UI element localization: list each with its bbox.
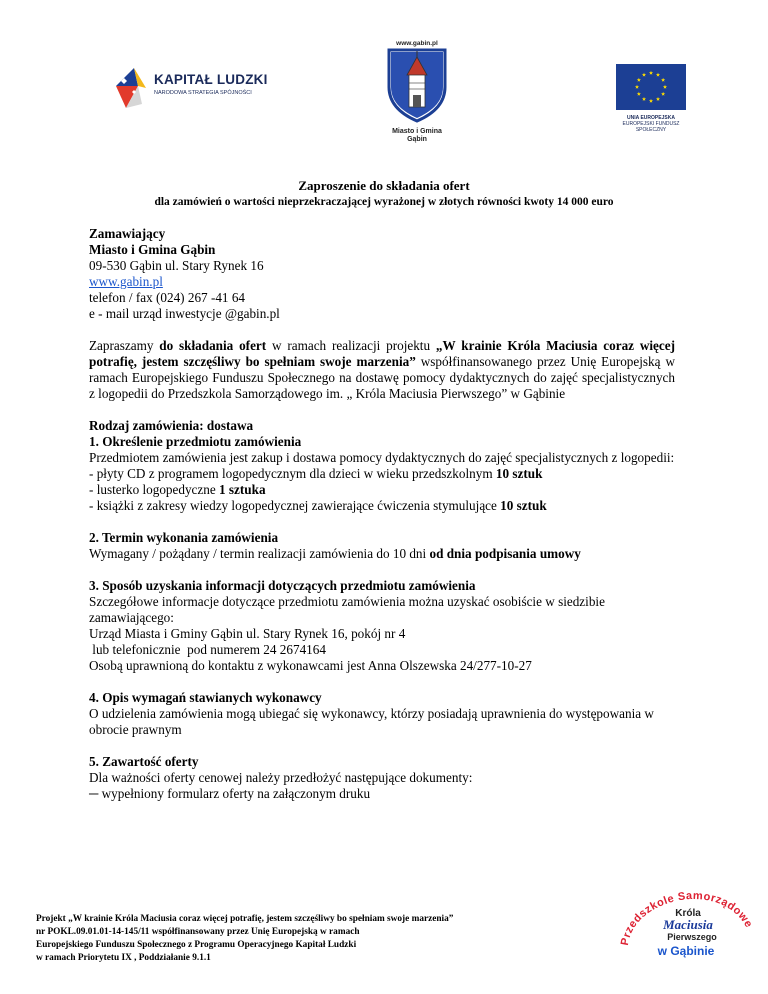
section-5-text: Dla ważności oferty cenowej należy przedłożyć następujące dokumenty:: [89, 770, 473, 785]
intro-text-2: w ramach realizacji projektu: [266, 338, 436, 353]
section-4-heading: 4. Opis wymagań stawianych wykonawcy: [89, 690, 322, 705]
kindergarten-line4: w Gąbinie: [657, 944, 715, 958]
section-5-heading: 5. Zawartość oferty: [89, 754, 199, 769]
kapital-ludzki-title: KAPITAŁ LUDZKI: [154, 72, 268, 87]
kapital-ludzki-logo: [112, 64, 282, 110]
kindergarten-logo: [610, 876, 760, 960]
gabin-crest-logo: [375, 40, 459, 152]
contracting-email: e - mail urząd inwestycje @gabin.pl: [89, 306, 280, 321]
footer: [36, 913, 636, 965]
section-1-desc: Przedmiotem zamówienia jest zakup i dostawa pomocy dydaktycznych do zajęć specjalistycznych z logopedii:: [89, 450, 675, 465]
contracting-address: 09-530 Gąbin ul. Stary Rynek 16: [89, 258, 264, 273]
kindergarten-line2: Maciusia: [663, 917, 713, 932]
item-text: - książki z zakresy wiedzy logopedycznej zawierające ćwiczenia stymulujące: [89, 498, 501, 513]
coat-of-arms-icon: [385, 47, 449, 123]
crest-url: www.gabin.pl: [396, 40, 438, 47]
item-text: - lusterko logopedyczne: [89, 482, 220, 497]
section-3-p4: Osobą uprawnioną do kontaktu z wykonawcami jest Anna Olszewska 24/277-10-27: [89, 658, 532, 673]
document-subtitle: dla zamówień o wartości nieprzekraczającej wyrażonej w złotych równości kwoty 14 000 euro: [154, 196, 614, 208]
section-2-heading: 2. Termin wykonania zamówienia: [89, 530, 279, 545]
footer-line-2: nr POKL.09.01.01-14-145/11 współfinansowany przez Unię Europejską w ramach: [36, 927, 360, 937]
eu-flag-icon: [616, 64, 686, 110]
item-qty: 10 sztuk: [495, 466, 543, 481]
list-item: [89, 498, 675, 514]
intro-text-3: współfinansowanego przez Unię Europejską w ramach Europejskiego Funduszu Społecznego na dostawę pomocy dydaktycznych do zajęć specjalistycznych z logopedii do Przedszkola Samorządowego im. „ Króla Maciusia Pierwszego” w Gąbinie: [89, 354, 675, 401]
intro-bold-1: do składania ofert: [159, 338, 267, 353]
project-name: „W krainie Króla Maciusia coraz więcej potrafię, jestem szczęśliwy bo spełniam swoje marzenia”: [89, 338, 675, 369]
section-3-p3: lub telefonicznie pod numerem 24 2674164: [89, 642, 326, 657]
kindergarten-logo-icon: [610, 876, 760, 960]
item-text: - płyty CD z programem logopedycznym dla dzieci w wieku przedszkolnym: [89, 466, 496, 481]
eu-logo: [614, 64, 688, 148]
footer-line-4: w ramach Priorytetu IX , Poddziałanie 9.1.1: [36, 953, 211, 963]
contracting-heading: Zamawiający: [89, 226, 166, 241]
list-item: [89, 482, 675, 498]
document-body: [89, 226, 675, 802]
eu-caption-line1: UNIA EUROPEJSKA: [627, 115, 675, 121]
section-1-heading: 1. Określenie przedmiotu zamówienia: [89, 434, 302, 449]
deadline-bold: od dnia podpisania umowy: [429, 546, 581, 561]
section-3-heading: 3. Sposób uzyskania informacji dotyczących przedmiotu zamówienia: [89, 578, 476, 593]
crest-caption-line1: Miasto i Gmina: [392, 128, 442, 135]
kindergarten-line1: Króla: [675, 908, 701, 919]
order-type: Rodzaj zamówienia: dostawa: [89, 418, 254, 433]
eu-caption-line2: EUROPEJSKI FUNDUSZ: [622, 121, 680, 127]
contracting-phone: telefon / fax (024) 267 -41 64: [89, 290, 246, 305]
website-link[interactable]: www.gabin.pl: [89, 274, 163, 289]
intro-paragraph: [89, 338, 675, 402]
deadline-text: Wymagany / pożądany / termin realizacji zamówienia do 10 dni: [89, 546, 430, 561]
section-3-p1: Szczegółowe informacje dotyczące przedmiotu zamówienia można uzyskać osobiście w siedzibie zamawiającego:: [89, 594, 605, 625]
section-5-item: ─ wypełniony formularz oferty na załączonym druku: [89, 786, 371, 801]
kindergarten-arc-text: Przedszkole Samorządowe: [618, 889, 755, 947]
footer-line-3: Europejskiego Funduszu Społecznego z Programu Operacyjnego Kapitał Ludzki: [36, 940, 357, 950]
document-title: Zaproszenie do składania ofert: [298, 178, 470, 193]
section-2-text: [89, 546, 675, 562]
item-qty: 1 sztuka: [219, 482, 266, 497]
intro-text-1: Zapraszamy: [89, 338, 160, 353]
contracting-name: Miasto i Gmina Gąbin: [89, 242, 216, 257]
kapital-ludzki-emblem-icon: [112, 64, 150, 110]
kindergarten-line3: Pierwszego: [667, 932, 717, 942]
crest-caption-line2: Gąbin: [407, 136, 427, 143]
section-3-p2: Urząd Miasta i Gminy Gąbin ul. Stary Rynek 16, pokój nr 4: [89, 626, 406, 641]
eu-caption-line3: SPOŁECZNY: [635, 127, 667, 133]
kapital-ludzki-subtitle: NARODOWA STRATEGIA SPÓJNOŚCI: [154, 90, 252, 96]
item-qty: 10 sztuk: [500, 498, 547, 513]
section-4-text: O udzielenia zamówienia mogą ubiegać się wykonawcy, którzy posiadają uprawnienia do występowania w obrocie prawnym: [89, 706, 654, 737]
footer-line-1: Projekt „W krainie Króla Maciusia coraz więcej potrafię, jestem szczęśliwy bo spełniam swoje marzenia”: [36, 914, 454, 924]
list-item: [89, 466, 675, 482]
